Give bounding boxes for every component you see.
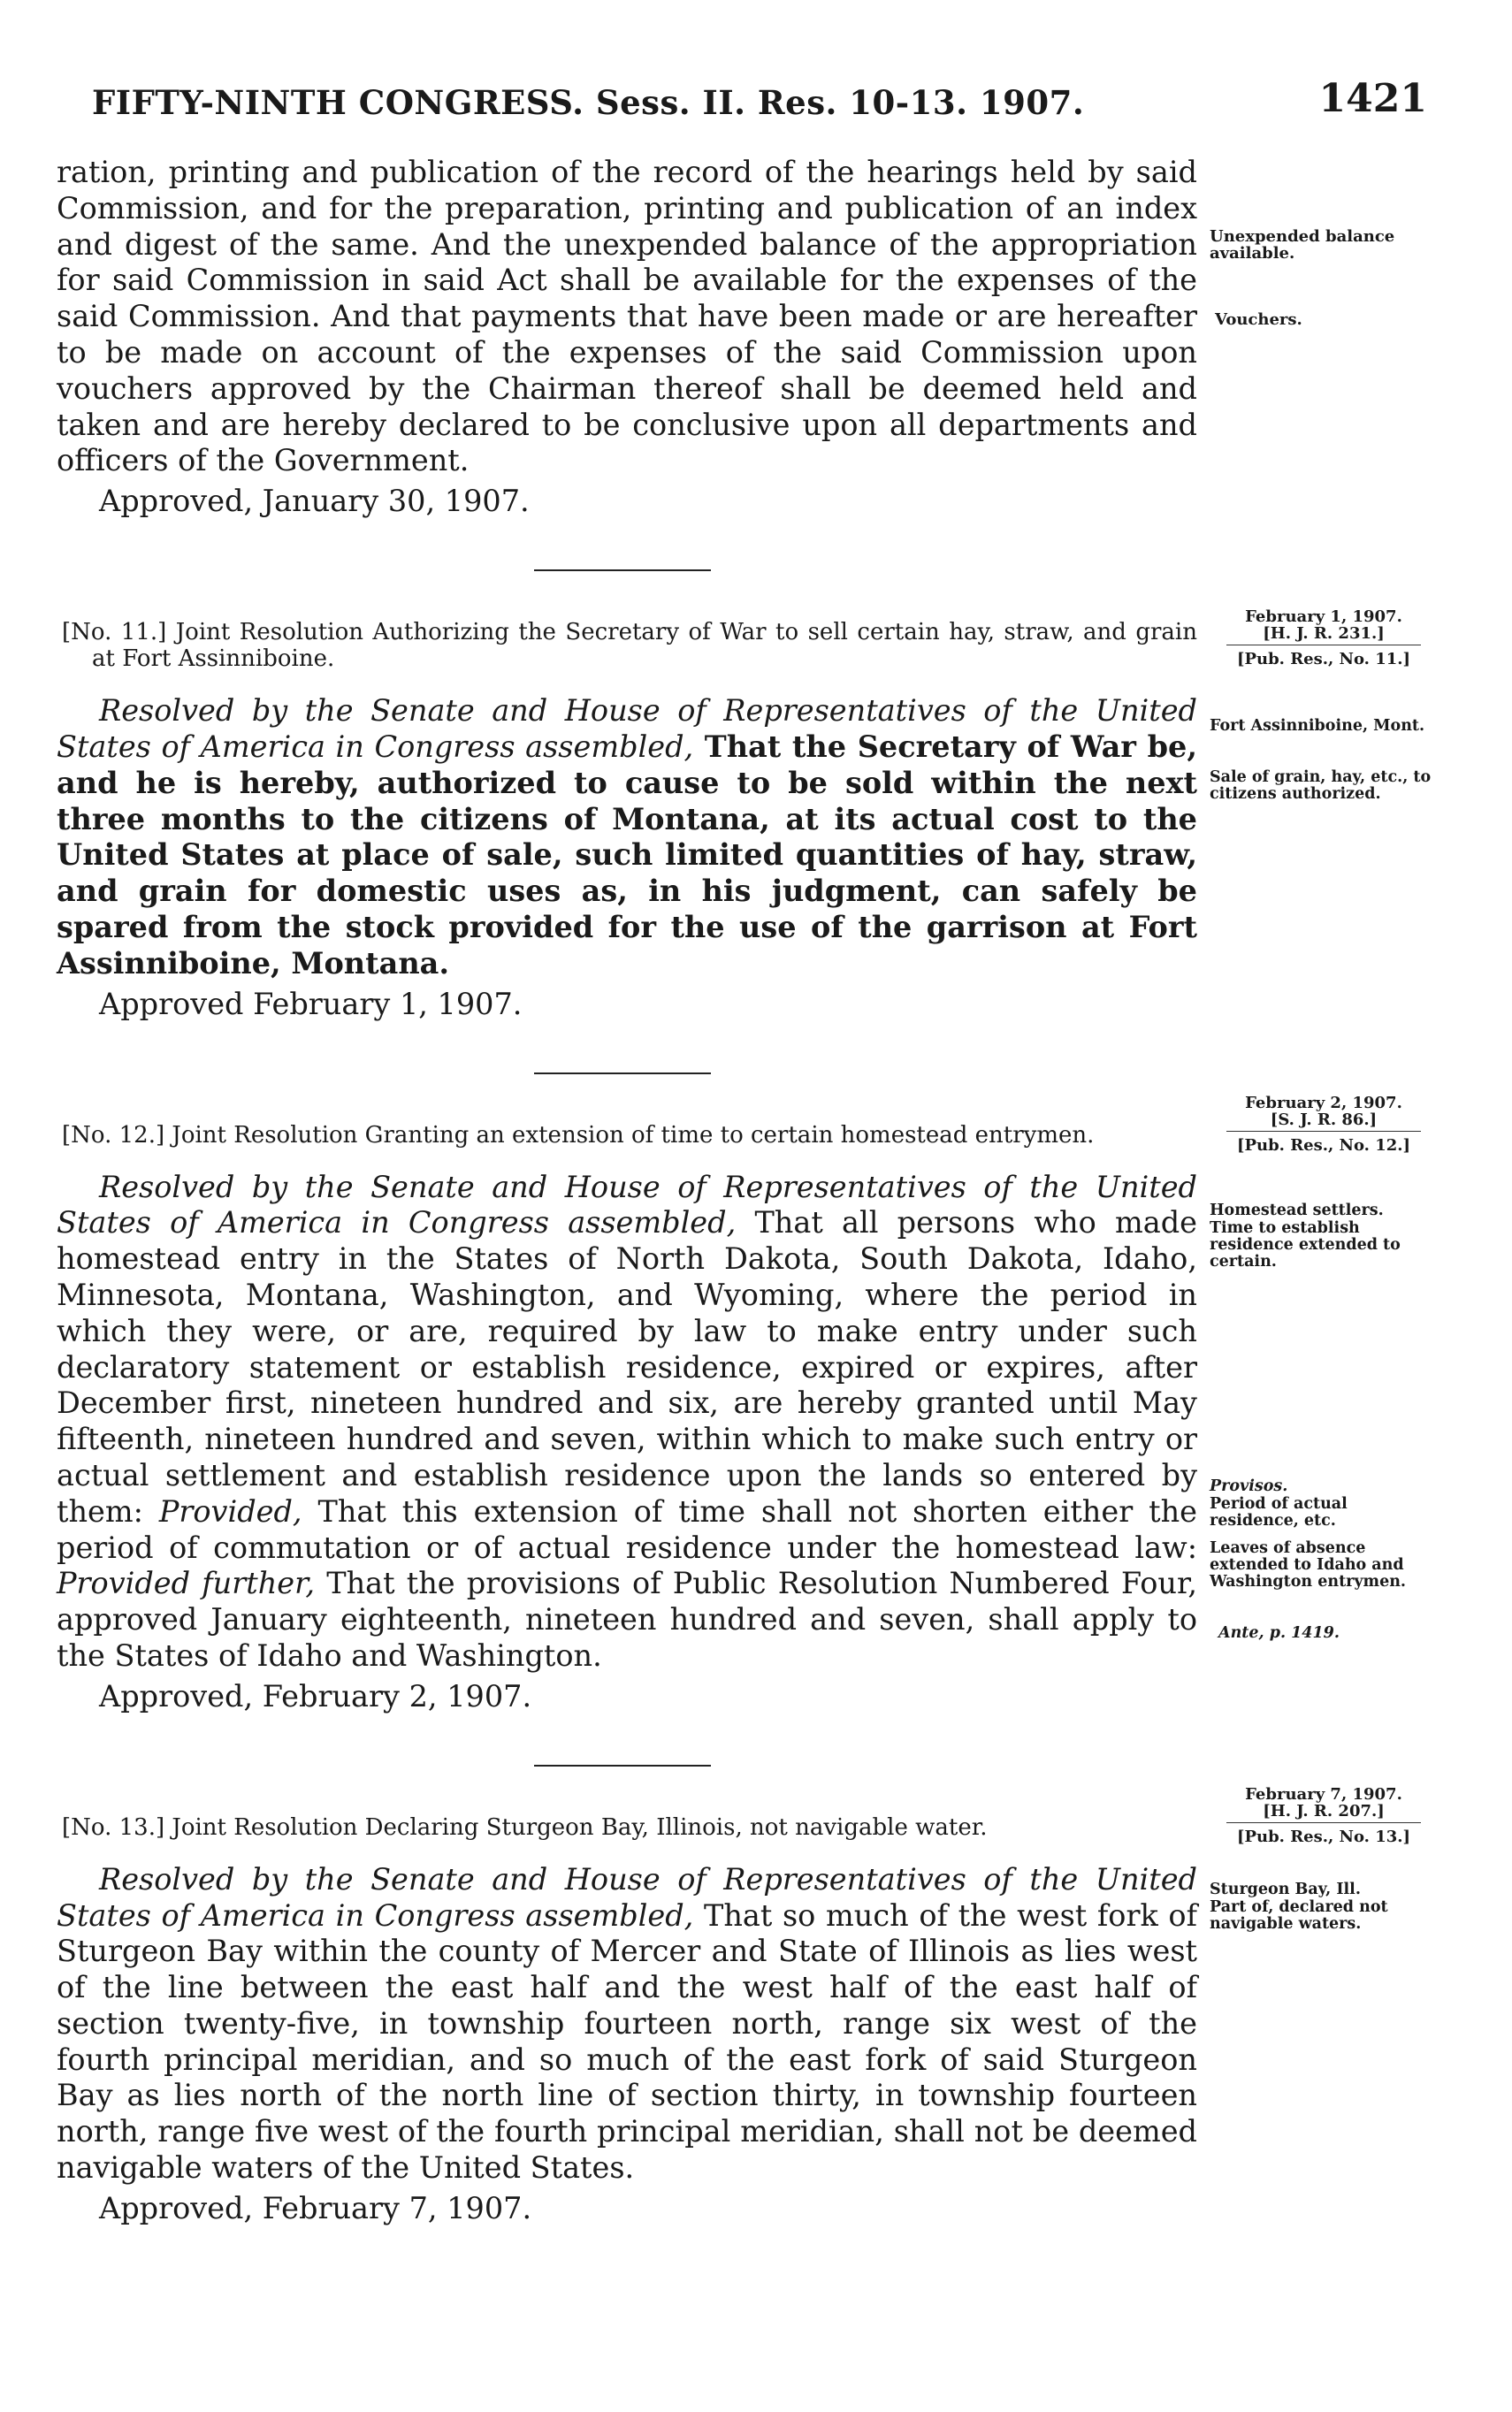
approval-line-res-11: Approved February 1, 1907. xyxy=(99,986,523,1021)
resolution-11-text: That the Secretary of War be, and he is hereby, authorized to cause to be sold within the next three months to the citizens of Montana, at its actual cost to the United States at place of sale, such limited quantities of hay, straw, and grain for domestic uses as, in his judgment, can safely be spared from the stock provided for the use of the garrison at Fort Assinniboine, Montana. xyxy=(57,729,1197,981)
resolution-12-text-3: That the provisions of Public Resolution Numbered Four, approved January eighteenth, nineteen hundred and seven, shall apply to the States of Idaho and Washington. xyxy=(57,1566,1197,1673)
resolution-13-title-text: Joint Resolution Declaring Sturgeon Bay, Illinois, not navigable water. xyxy=(172,1813,988,1841)
resolution-12-proviso-2: Provided further, xyxy=(57,1566,316,1601)
margin-note-res-13-citation xyxy=(1210,1786,1438,1845)
page-header xyxy=(92,74,1427,127)
resolution-12-text-1: That all persons who made homestead entry in the States of North Dakota, South Dakota, Idaho, Minnesota, Montana, Washington, and Wyoming, where the period in which they were, or are, required by law to make entry under such declaratory statement or establish residence, expired or expires, after December first, nineteen hundred and six, are hereby granted until May fifteenth, nineteen hundred and seven, within which to make such entry or actual settlement and establish residence upon the lands so entered by them: xyxy=(57,1205,1197,1529)
margin-note-not-navigable: Part of, declared not navigable waters. xyxy=(1210,1898,1388,1933)
page-number: 1421 xyxy=(1318,76,1427,121)
running-head: FIFTY-NINTH CONGRESS. Sess. II. Res. 10-13. 1907. xyxy=(92,83,1085,122)
resolution-12-title-text: Joint Resolution Granting an extension of time to certain homestead entrymen. xyxy=(172,1121,1095,1149)
resolution-12-title xyxy=(57,1122,1197,1149)
resolution-13-number: [No. 13.] xyxy=(62,1813,165,1841)
resolution-12-number: [No. 12.] xyxy=(62,1121,165,1149)
margin-note-vouchers: Vouchers. xyxy=(1215,310,1302,329)
margin-note-homestead-settlers: Homestead settlers. xyxy=(1210,1202,1384,1219)
res-11-date: February 1, 1907. xyxy=(1245,607,1402,626)
res-11-bill: [H. J. R. 231.] xyxy=(1263,624,1385,643)
resolution-13-body xyxy=(57,1862,1197,2187)
resolution-11-number: [No. 11.] xyxy=(62,619,167,646)
margin-note-leaves-of-absence: Leaves of absence extended to Idaho and Washington entrymen. xyxy=(1210,1539,1407,1591)
res-13-bill: [H. J. R. 207.] xyxy=(1263,1802,1385,1820)
margin-note-sale-authorized: Sale of grain, hay, etc., to citizens authorized. xyxy=(1210,768,1432,803)
resolution-11-title xyxy=(57,619,1197,672)
separator-rule-3 xyxy=(57,1715,1197,1814)
margin-note-unexpended: Unexpended balance available. xyxy=(1210,227,1395,263)
approval-line-res-10: Approved, January 30, 1907. xyxy=(99,484,530,519)
continuation-paragraph: ration, printing and publication of the record of the hearings held by said Commission, and for the preparation, printing and publication of an index and digest of the same. And the unexpended balance of the appropriation for said Commission in said Act shall be available for the expenses of the said Commission. And that payments that have been made or are hereafter to be made on account of the expenses of the said Commission upon vouchers approved by the Chairman thereof shall be deemed held and taken and are hereby declared to be conclusive upon all departments and officers of the Government. xyxy=(57,155,1197,478)
resolution-12-text-2: That this extension of time shall not shorten either the period of commutation or of actual residence under the homestead law: xyxy=(57,1493,1197,1565)
res-13-date: February 7, 1907. xyxy=(1245,1785,1402,1804)
approval-line-res-13: Approved, February 7, 1907. xyxy=(99,2190,532,2225)
separator-rule-2 xyxy=(57,1023,1197,1122)
main-text-column xyxy=(57,155,1197,2227)
margin-note-sturgeon-bay: Sturgeon Bay, Ill. xyxy=(1210,1881,1361,1898)
margin-note-fort-assinniboine: Fort Assinniboine, Mont. xyxy=(1210,717,1425,735)
approval-line-res-12: Approved, February 2, 1907. xyxy=(99,1678,532,1714)
margin-note-provisos: Provisos. xyxy=(1210,1477,1288,1495)
margin-note-res-11-citation xyxy=(1210,608,1438,668)
res-12-bill: [S. J. R. 86.] xyxy=(1270,1111,1378,1129)
resolution-12-enacting-clause: Resolved by the Senate and House of Representatives of the United States of America in Congress assembled, xyxy=(57,1169,1197,1240)
margin-note-res-12-citation xyxy=(1210,1095,1438,1154)
resolution-13-title xyxy=(57,1814,1197,1841)
margin-note-time-extended: Time to establish residence extended to certain. xyxy=(1210,1219,1401,1271)
resolution-12-proviso-1: Provided, xyxy=(158,1493,302,1529)
resolution-13-text: That so much of the west fork of Sturgeon Bay within the county of Mercer and State of Illinois as lies west of the line between the east half and the west half of the east half of section twenty-five, in township fourteen north, range six west of the fourth principal meridian, and so much of the east fork of said Sturgeon Bay as lies north of the north line of section thirty, in township fourteen north, range five west of the fourth principal meridian, shall not be deemed navigable waters of the United States. xyxy=(57,1897,1198,2186)
res-11-public-resolution: [Pub. Res., No. 11.] xyxy=(1236,650,1411,668)
resolution-11-title-text: Joint Resolution Authorizing the Secretary of War to sell certain hay, straw, and grain at Fort Assinniboine. xyxy=(92,619,1197,673)
resolution-12-body xyxy=(57,1170,1197,1675)
margin-note-ante: Ante, p. 1419. xyxy=(1218,1624,1340,1642)
separator-rule-1 xyxy=(57,520,1197,619)
res-12-public-resolution: [Pub. Res., No. 12.] xyxy=(1236,1136,1411,1155)
resolution-11-body xyxy=(57,693,1197,981)
res-12-date: February 2, 1907. xyxy=(1245,1094,1402,1112)
resolution-13-enacting-clause: Resolved by the Senate and House of Representatives of the United States of America in Congress assembled, xyxy=(57,1861,1197,1933)
margin-note-actual-residence: Period of actual residence, etc. xyxy=(1210,1495,1348,1530)
resolution-11-enacting-clause: Resolved by the Senate and House of Representatives of the United States of America in Congress assembled, xyxy=(57,693,1197,764)
res-13-public-resolution: [Pub. Res., No. 13.] xyxy=(1236,1828,1411,1846)
